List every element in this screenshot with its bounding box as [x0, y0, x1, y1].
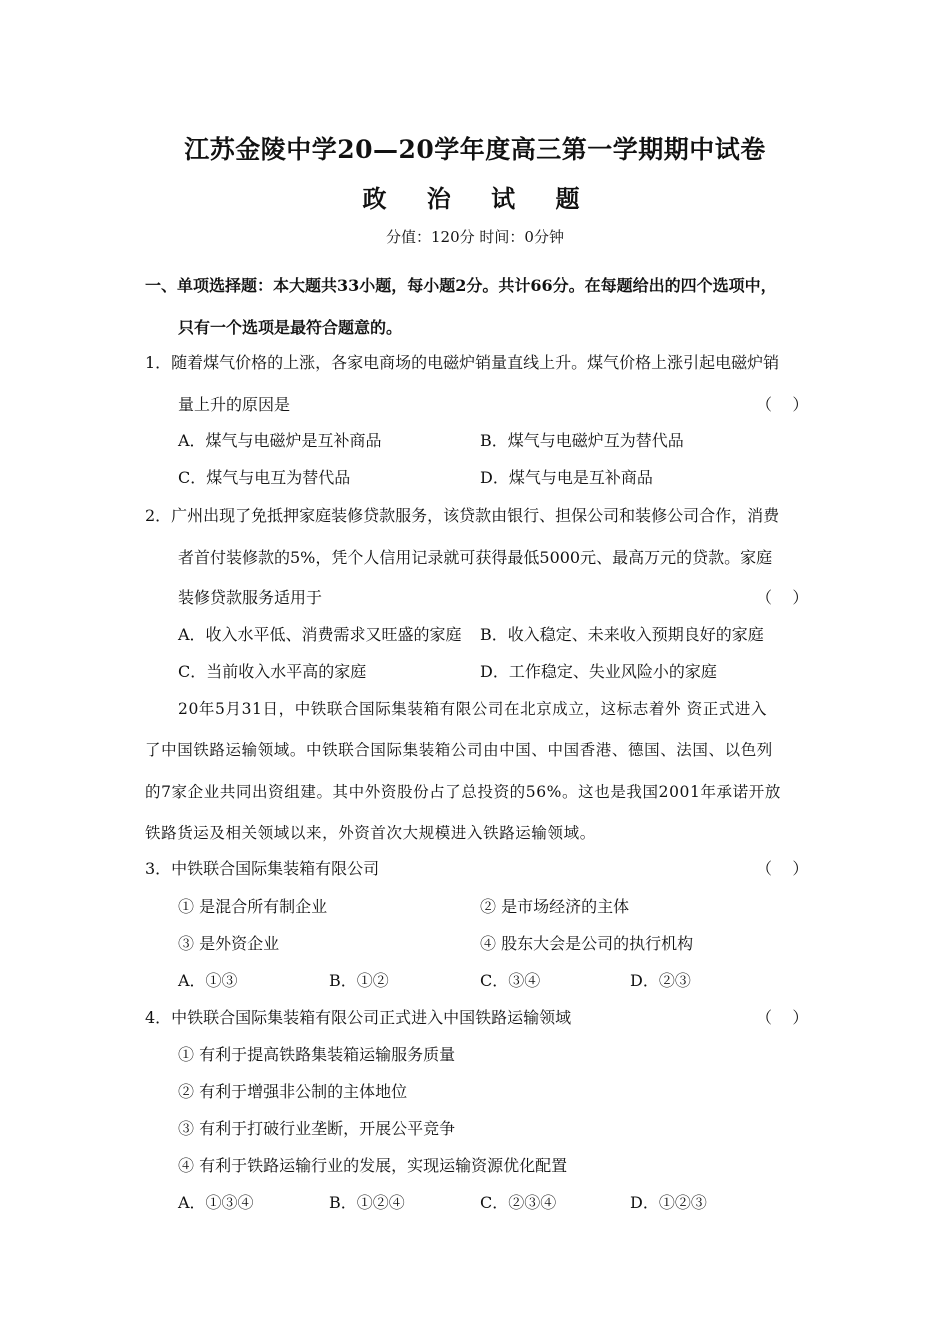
q1-stem: 1．随着煤气价格的上涨，各家电商场的电磁炉销量直线上升。煤气价格上涨引起电磁炉销 [145, 353, 780, 372]
q3-option-b: B．①② [329, 971, 389, 990]
q2-option-c: C．当前收入水平高的家庭 [178, 662, 367, 681]
section-heading-cont: 只有一个选项是最符合题意的。 [178, 318, 403, 337]
q1-option-a: A．煤气与电磁炉是互补商品 [178, 431, 382, 450]
passage-line: 的7家企业共同出资组建。其中外资股份占了总投资的56%。这也是我国2001年承诺开放 [145, 783, 781, 801]
exam-meta: 分值：120分 时间：0分钟 [386, 228, 564, 246]
q4-answer-bracket: （ ） [756, 1008, 809, 1027]
q3-statement-2: ② 是市场经济的主体 [480, 897, 630, 916]
q2-option-a: A．收入水平低、消费需求又旺盛的家庭 [178, 625, 462, 644]
q1-option-b: B．煤气与电磁炉互为替代品 [480, 431, 684, 450]
q1-option-c: C．煤气与电互为替代品 [178, 468, 351, 487]
q3-statement-3: ③ 是外资企业 [178, 934, 280, 953]
q3-option-c: C．③④ [480, 971, 541, 990]
q4-option-b: B．①②④ [329, 1193, 405, 1212]
q3-option-d: D．②③ [630, 971, 691, 990]
q1-answer-bracket: （ ） [756, 395, 809, 414]
q3-answer-bracket: （ ） [756, 859, 809, 878]
q3-statement-1: ① 是混合所有制企业 [178, 897, 328, 916]
q4-option-c: C．②③④ [480, 1193, 557, 1212]
q3-option-a: A．①③ [178, 971, 238, 990]
passage-line: 铁路货运及相关领域以来，外资首次大规模进入铁路运输领域。 [145, 824, 596, 842]
q1-option-d: D．煤气与电是互补商品 [480, 468, 653, 487]
q4-option-d: D．①②③ [630, 1193, 707, 1212]
q2-stem-cont2: 装修贷款服务适用于 [178, 588, 323, 607]
q2-stem-cont: 者首付装修款的5%，凭个人信用记录就可获得最低5000元、最高万元的贷款。家庭 [178, 548, 773, 567]
section-heading: 一、单项选择题：本大题共33小题，每小题2分。共计66分。在每题给出的四个选项中， [145, 276, 777, 295]
q4-statement-3: ③ 有利于打破行业垄断，开展公平竞争 [178, 1119, 456, 1138]
q4-option-a: A．①③④ [178, 1193, 254, 1212]
q4-statement-4: ④ 有利于铁路运输行业的发展，实现运输资源优化配置 [178, 1156, 568, 1175]
q2-option-b: B．收入稳定、未来收入预期良好的家庭 [480, 625, 764, 644]
exam-subtitle: 政 治 试 题 [362, 184, 596, 213]
q3-stem: 3．中铁联合国际集装箱有限公司 [145, 859, 380, 878]
q4-stem: 4．中铁联合国际集装箱有限公司正式进入中国铁路运输领域 [145, 1008, 572, 1027]
q4-statement-1: ① 有利于提高铁路集装箱运输服务质量 [178, 1045, 456, 1064]
q4-statement-2: ② 有利于增强非公制的主体地位 [178, 1082, 408, 1101]
q2-option-d: D．工作稳定、失业风险小的家庭 [480, 662, 717, 681]
passage-line: 20年5月31日，中铁联合国际集装箱有限公司在北京成立，这标志着外 资正式进入 [178, 700, 768, 718]
q1-stem-cont: 量上升的原因是 [178, 395, 291, 414]
q2-stem: 2．广州出现了免抵押家庭装修贷款服务，该贷款由银行、担保公司和装修公司合作，消费 [145, 506, 780, 525]
passage-line: 了中国铁路运输领域。中铁联合国际集装箱公司由中国、中国香港、德国、法国、以色列 [145, 741, 773, 759]
q2-answer-bracket: （ ） [756, 588, 809, 607]
q3-statement-4: ④ 股东大会是公司的执行机构 [480, 934, 694, 953]
exam-title: 江苏金陵中学20—20学年度高三第一学期期中试卷 [184, 135, 766, 164]
